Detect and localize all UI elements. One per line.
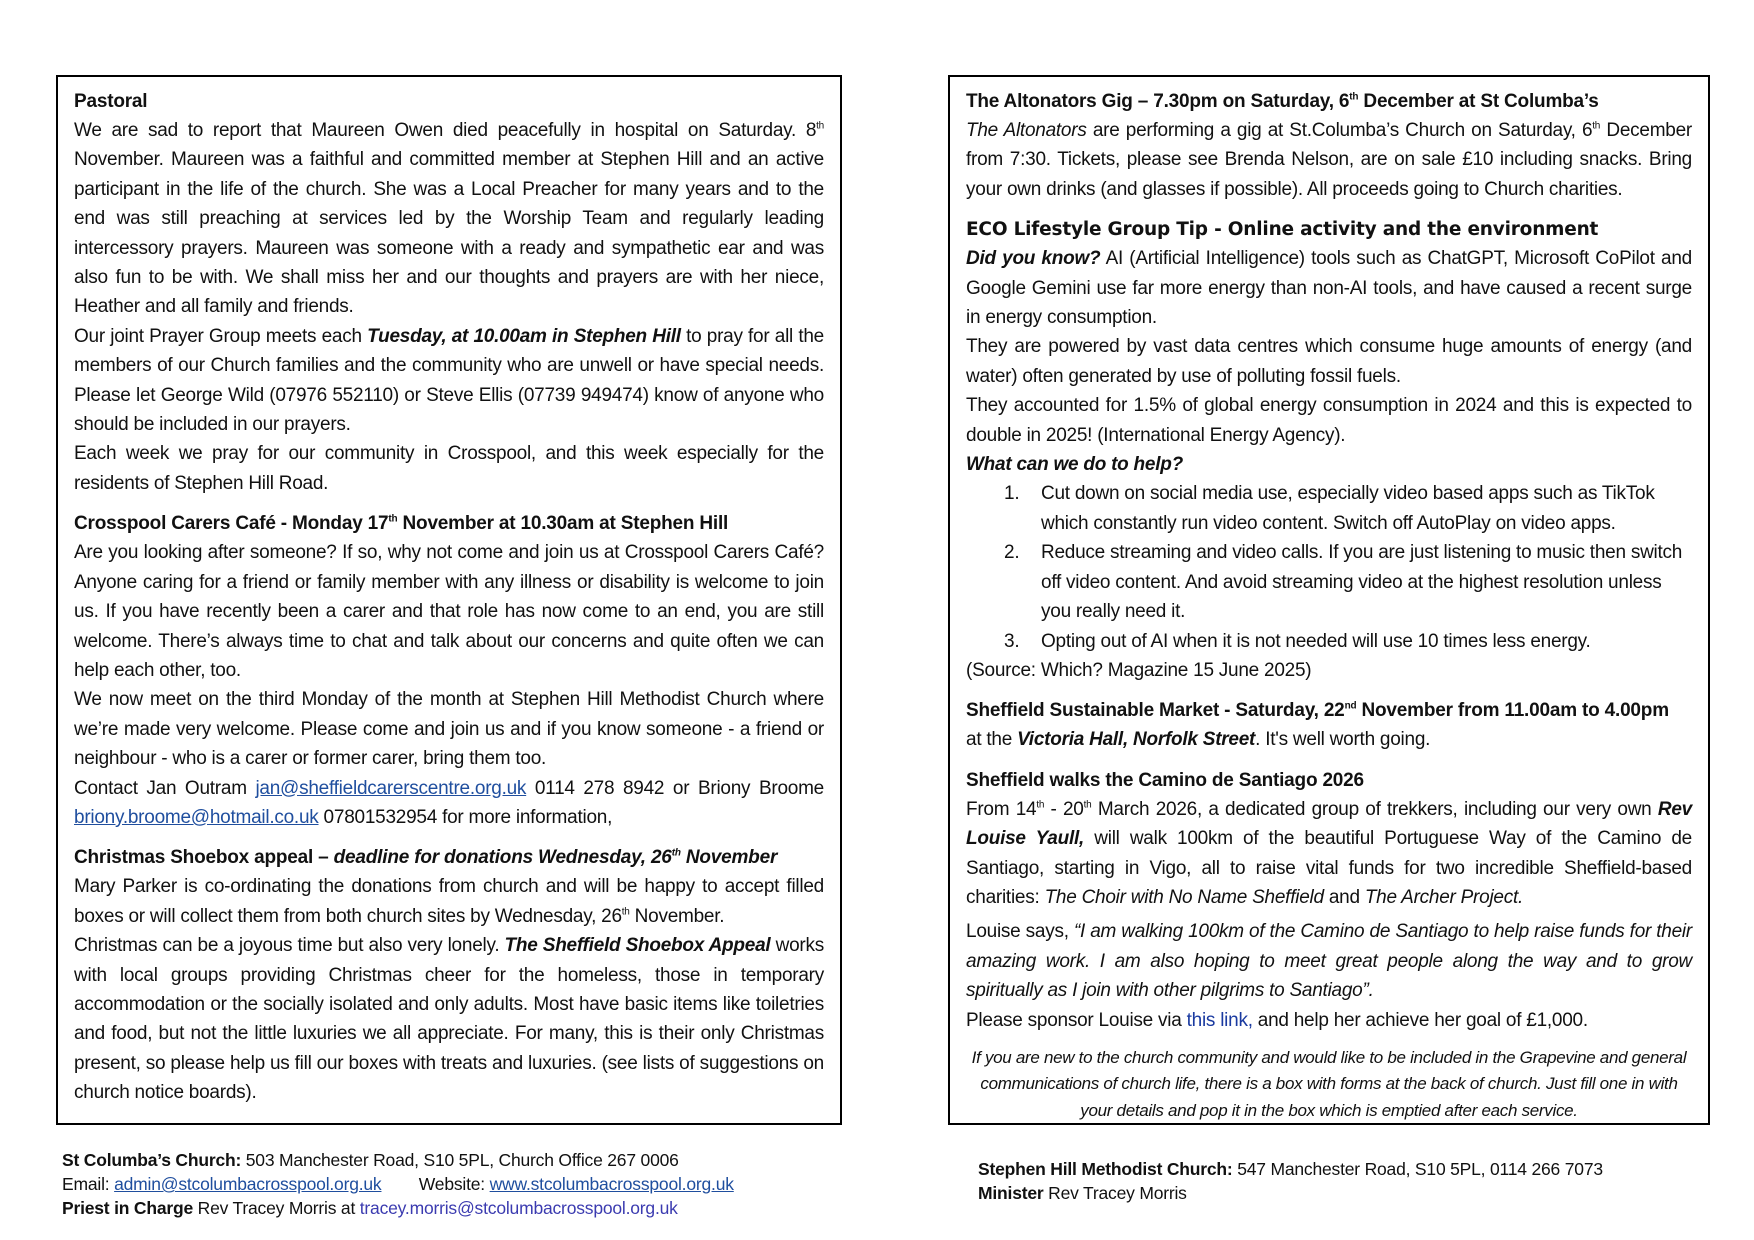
carers-section	[74, 509, 824, 832]
carers-title: Crosspool Carers Café - Monday 17th November at 10.30am at Stephen Hill	[74, 513, 729, 535]
eco-paragraph-1: Did you know? AI (Artificial Intelligence) tools such as ChatGPT, Microsoft CoPilot and Google Gemini use far more energy than non-AI tools, and have caused a recent surge in energy consumption.	[966, 248, 1693, 329]
eco-paragraph-2: They are powered by vast data centres which consume huge amounts of energy (and water) often generated by use of polluting fossil fuels.	[966, 336, 1692, 387]
eco-section	[966, 215, 1692, 685]
carers-paragraph-1: Are you looking after someone? If so, why not come and join us at Crosspool Carers Café? Anyone caring for a friend or family member with any illness or disability is welcome to join us. If you have recently been a carer and that role has now come to an end, you are still welcome. There’s always time to chat and talk about our concerns and quite often we can help each other, too.	[74, 542, 824, 681]
list-item: 2. Reduce streaming and video calls. If you are just listening to music then switch off video content. And avoid streaming video at the highest resolution unless you really need it.	[1004, 542, 1683, 623]
pastoral-paragraph-2: Our joint Prayer Group meets each Tuesday, at 10.00am in Stephen Hill to pray for all the members of our Church families and the community who are unwell or have special needs. Please let George Wild (07976 552110) or Steve Ellis (07739 949474) know of anyone who should be included in our prayers.	[74, 325, 824, 436]
gig-section	[966, 87, 1692, 204]
email-link-briony[interactable]: briony.broome@hotmail.co.uk	[74, 806, 319, 828]
footer-address-line: St Columba’s Church: 503 Manchester Road, S10 5PL, Church Office 267 0006	[62, 1150, 679, 1170]
footer-address-line: Stephen Hill Methodist Church: 547 Manchester Road, S10 5PL, 0114 266 7073	[978, 1159, 1603, 1179]
market-section	[966, 696, 1692, 754]
sponsor-link[interactable]: this link,	[1186, 1009, 1253, 1031]
footer-contact-line: Email: admin@stcolumbacrosspool.org.uk Website: www.stcolumbacrosspool.org.uk	[62, 1174, 734, 1194]
camino-paragraph-3: Please sponsor Louise via this link, and help her achieve her goal of £1,000.	[966, 1009, 1588, 1031]
camino-paragraph-2: Louise says, “I am walking 100km of the Camino de Santiago to help raise funds for their amazing work. I am also hoping to meet great people along the way and to grow spiritually as I join with other pilgrims to Santiago”.	[966, 921, 1692, 1002]
footer-minister-line: Minister Rev Tracey Morris	[978, 1183, 1187, 1203]
email-link-tracey[interactable]: tracey.morris@stcolumbacrosspool.org.uk	[359, 1198, 678, 1218]
camino-title: Sheffield walks the Camino de Santiago 2026	[966, 769, 1364, 791]
email-link-jan[interactable]: jan@sheffieldcarerscentre.org.uk	[255, 777, 527, 799]
eco-tips-list	[966, 479, 1692, 655]
email-link-admin[interactable]: admin@stcolumbacrosspool.org.uk	[114, 1174, 382, 1194]
carers-paragraph-2: We now meet on the third Monday of the month at Stephen Hill Methodist Church where we’re made very welcome. Please come and join us and if you know someone - a friend or neighbour - who is a carer or former carer, bring them too.	[74, 689, 824, 770]
market-paragraph: at the Victoria Hall, Norfolk Street. It's well worth going.	[966, 729, 1431, 751]
new-member-notice: If you are new to the church community and would like to be included in the Grapevine and general communications of church life, there is a box with forms at the back of church. Just fill one in with your details and pop it in the box which is emptied after each service.	[971, 1047, 1687, 1120]
camino-section	[966, 766, 1692, 1035]
shoebox-paragraph-2: Christmas can be a joyous time but also very lonely. The Sheffield Shoebox Appeal works with local groups providing Christmas cheer for the homeless, those in temporary accommodation or the socially isolated and only adults. Most have basic items like toiletries and food, but not the little luxuries we all appreciate. For many, this is their only Christmas present, so please help us fill our boxes with treats and luxuries. (see lists of suggestions on church notice boards).	[74, 935, 824, 1104]
camino-paragraph-1: From 14th - 20th March 2026, a dedicated group of trekkers, including our very own Rev Louise Yaull, will walk 100km of the beautiful Portuguese Way of the Camino de Santiago, starting in Vigo, all to raise vital funds for two incredible Sheffield-based charities: The Choir with No Name Sheffield and The Archer Project.	[966, 798, 1692, 908]
list-item: 1. Cut down on social media use, especially video based apps such as TikTok which constantly run video content. Switch off AutoPlay on video apps.	[1004, 483, 1655, 534]
pastoral-section	[74, 87, 824, 498]
footer-priest-line: Priest in Charge Rev Tracey Morris at tracey.morris@stcolumbacrosspool.org.uk	[62, 1198, 678, 1218]
left-column-box	[56, 75, 842, 1125]
footer-st-columba	[62, 1148, 734, 1220]
footer-stephen-hill	[978, 1157, 1603, 1205]
gig-title: The Altonators Gig – 7.30pm on Saturday, 6th December at St Columba’s	[966, 91, 1599, 112]
carers-contact: Contact Jan Outram jan@sheffieldcarerscentre.org.uk 0114 278 8942 or Briony Broome briony.broome@hotmail.co.uk 07801532954 for more information,	[74, 777, 824, 828]
list-item: 3. Opting out of AI when it is not needed will use 10 times less energy.	[1004, 630, 1591, 652]
pastoral-paragraph-1: We are sad to report that Maureen Owen died peacefully in hospital on Saturday. 8th November. Maureen was a faithful and committed member at Stephen Hill and an active participant in the life of the church. She was a Local Preacher for many years and to the end was still preaching at services led by the Worship Team and regularly leading intercessory prayers. Maureen was someone with a ready and sympathetic ear and was also fun to be with. We shall miss her and our thoughts and prayers are with her niece, Heather and all family and friends.	[74, 120, 824, 318]
eco-source: (Source: Which? Magazine 15 June 2025)	[966, 659, 1312, 681]
website-link[interactable]: www.stcolumbacrosspool.org.uk	[489, 1174, 734, 1194]
eco-title: ECO Lifestyle Group Tip - Online activity and the environment	[966, 219, 1599, 241]
right-column-box	[948, 75, 1710, 1125]
shoebox-paragraph-1: Mary Parker is co-ordinating the donations from church and will be happy to accept filled boxes or will collect them from both church sites by Wednesday, 26th November.	[74, 876, 824, 927]
pastoral-paragraph-3: Each week we pray for our community in Crosspool, and this week especially for the residents of Stephen Hill Road.	[74, 443, 824, 494]
eco-question: What can we do to help?	[966, 454, 1183, 476]
shoebox-title: Christmas Shoebox appeal – deadline for donations Wednesday, 26th November	[74, 847, 778, 869]
shoebox-section	[74, 843, 824, 1107]
market-title: Sheffield Sustainable Market - Saturday, 22nd November from 11.00am to 4.00pm	[966, 700, 1669, 722]
pastoral-title: Pastoral	[74, 91, 148, 112]
eco-paragraph-3: They accounted for 1.5% of global energy consumption in 2024 and this is expected to double in 2025! (International Energy Agency).	[966, 395, 1692, 446]
gig-paragraph: The Altonators are performing a gig at St.Columba’s Church on Saturday, 6th December from 7:30. Tickets, please see Brenda Nelson, are on sale £10 including snacks. Bring your own drinks (and glasses if possible). All proceeds going to Church charities.	[966, 120, 1693, 200]
